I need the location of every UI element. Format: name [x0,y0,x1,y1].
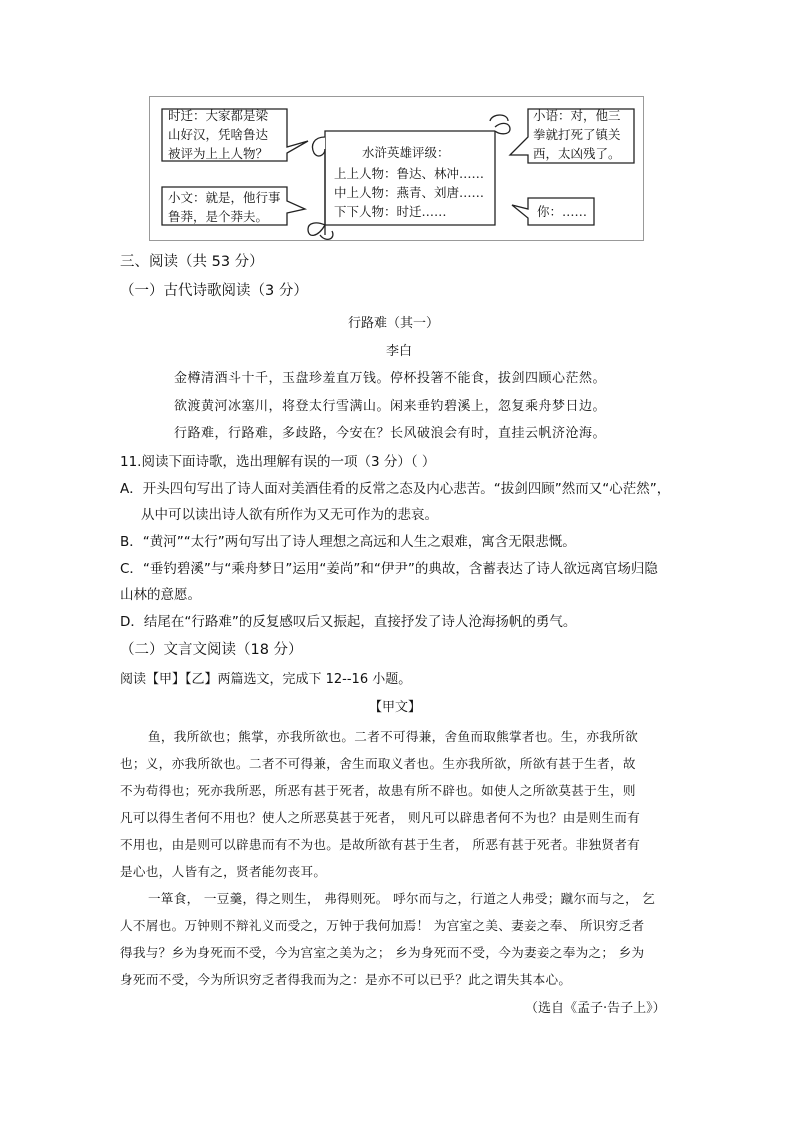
comic-figure [149,96,644,241]
poem-line: 金樽清酒斗十千，玉盘珍羞直万钱。停杯投箸不能食，拔剑四顾心茫然。 [174,371,607,386]
option-a-line2: 从中可以读出诗人欲有所作为又无可作为的悲哀。 [141,507,438,523]
section-title: 三、阅读（共 53 分） [120,254,264,270]
para1-line: 不为苟得也；死亦我所恶，所恶有甚于死者，故患有所不辟也。如使人之所欲莫甚于生，则 [120,783,636,798]
bubble-line: 山好汉，凭啥鲁达 [168,127,269,142]
para1-line: 是心也，人皆有之，贤者能勿丧耳。 [120,864,327,879]
bubble-line: 拳就打死了镇关 [533,127,621,142]
para2-line: 身死而不受，今为所识穷乏者得我而为之：是亦不可以已乎？此之谓失其本心。 [120,972,572,987]
part2-instruction: 阅读【甲】【乙】两篇选文，完成下 12--16 小题。 [120,672,412,687]
bubble-line: 鲁莽，是个莽夫。 [168,209,269,224]
jia-title: 【甲文】 [369,700,422,715]
option-c-line1: C．“垂钓碧溪”与“乘舟梦日”运用“姜尚”和“伊尹”的典故，含蓄表达了诗人欲远离官场归隐 [120,561,658,577]
para1-line: 凡可以得生者何不用也？使人之所恶莫甚于死者， 则凡可以辟患者何不为也？由是则生而有 [120,810,641,825]
bubble-line: 小文：就是，他行事 [168,190,281,205]
poem-title: 行路难（其一） [348,316,440,331]
para2-line: 得我与？乡为身死而不受，今为宫室之美为之； 乡为身死而不受，今为妻妾之奉为之； 乡为 [120,945,645,960]
poem-line: 欲渡黄河冰塞川，将登太行雪满山。闲来垂钓碧溪上，忽复乘舟梦日边。 [174,399,607,414]
bubble-top-right-text [533,106,621,163]
bubble-top-left-text [168,106,268,163]
bubble-line: 时迁：大家都是梁 [168,108,269,123]
para2-line: 人不屑也。万钟则不辩礼义而受之，万钟于我何加焉！ 为宫室之美、妻妾之奉、 所识穷乏者 [120,918,645,933]
scroll-line: 上上人物：鲁达、林冲…… [334,166,485,181]
option-b: B．“黄河”“太行”两句写出了诗人理想之高远和人生之艰难，寓含无限悲慨。 [120,534,576,550]
bubble-line: 被评为上上人物？ [168,146,269,161]
scroll-line: 中上人物：燕青、刘唐…… [334,185,485,200]
part1-title: （一）古代诗歌阅读（3 分） [120,283,308,299]
bubble-bottom-right-text [537,202,587,221]
para1-line: 鱼，我所欲也；熊掌，亦我所欲也。二者不可得兼，舍鱼而取熊掌者也。生，亦我所欲 [148,729,638,744]
para1-line: 也；义，亦我所欲也。二者不可得兼，舍生而取义者也。生亦我所欲，所欲有甚于生者，故 [120,756,636,771]
poem-line: 行路难，行路难，多歧路，今安在？长风破浪会有时，直挂云帆济沧海。 [174,426,607,441]
bubble-line: 西，太凶残了。 [533,146,621,161]
bubble-line: 小语：对，他三 [533,108,621,123]
option-a-line1: A．开头四句写出了诗人面对美酒佳肴的反常之态及内心悲苦。“拔剑四顾”然而又“心茫然”， [120,481,671,497]
scroll-line: 下下人物：时迁…… [334,204,447,219]
para2-line: 一箪食， 一豆羹，得之则生， 弗得则死。 呼尔而与之，行道之人弗受；蹴尔而与之， 乞 [148,891,656,906]
bubble-bottom-left-text [168,188,281,226]
scroll-title: 水浒英雄评级： [362,145,450,160]
option-d: D．结尾在“行路难”的反复感叹后又振起，直接抒发了诗人沧海扬帆的勇气。 [120,614,577,630]
question-stem: 11.阅读下面诗歌，选出理解有误的一项（3 分）（ ） [120,454,436,470]
para1-line: 不用也，由是则可以辟患而有不为也。是故所欲有甚于生者， 所恶有甚于死者。非独贤者有 [120,837,641,852]
source-citation: （选自《孟子·告子上》） [525,1001,666,1016]
part2-title: （二）文言文阅读（18 分） [120,642,303,658]
option-c-line2: 山林的意愿。 [120,587,201,603]
scroll-list [334,164,484,221]
bubble-line: 你：…… [537,204,588,219]
poem-author: 李白 [386,344,413,359]
